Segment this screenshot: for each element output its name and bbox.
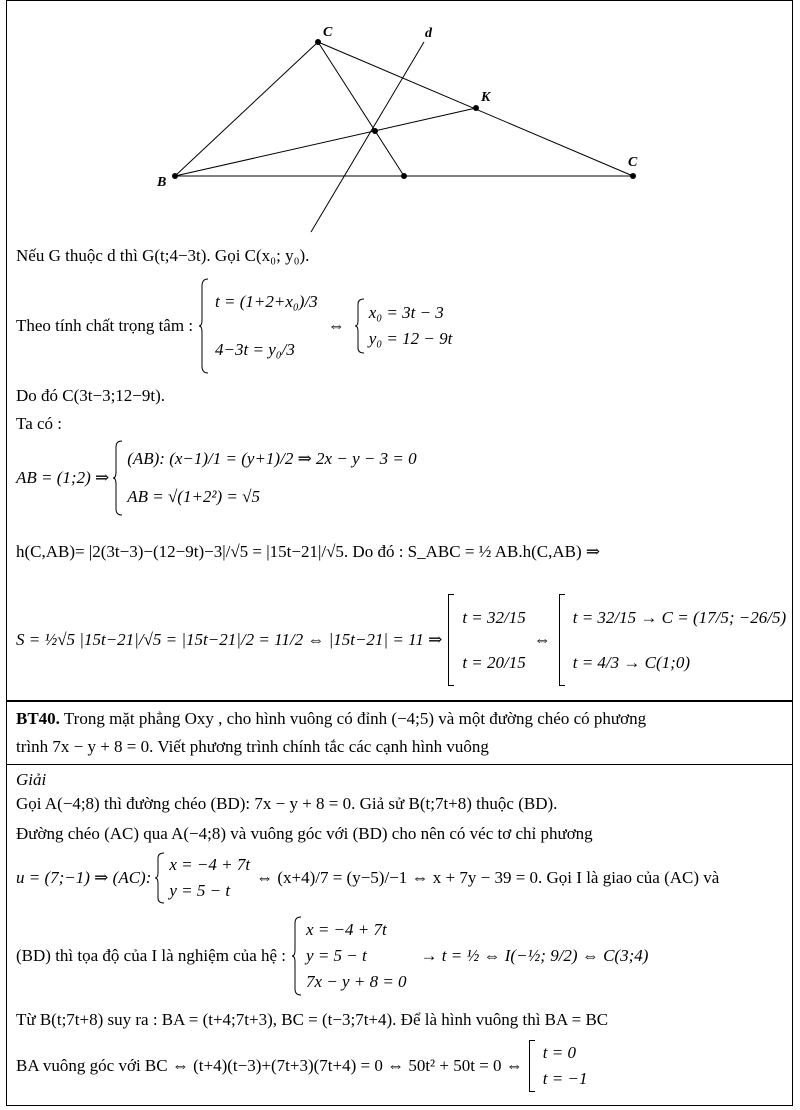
sol39-line1: Nếu G thuộc d thì G(t;4−3t). Gọi C(x₀; y₀). bbox=[16, 246, 310, 265]
sol40-line2: Đường chéo (AC) qua A(−4;8) và vuông góc với (BD) cho nên có véc tơ chỉ phương bbox=[16, 824, 593, 843]
sol40-line1: Gọi A(−4;8) thì đường chéo (BD): 7x − y + 8 = 0. Giả sử B(t;7t+8) thuộc (BD). bbox=[16, 794, 558, 813]
bt40-text1: Trong mặt phẳng Oxy , cho hình vuông có đỉnh (−4;5) và một đường chéo có phương bbox=[59, 709, 647, 728]
divider bbox=[6, 764, 793, 765]
triangle-figure bbox=[150, 18, 670, 238]
sol40-ac-left: u = (7;−1) ⇒ (AC): bbox=[16, 868, 152, 887]
label-b: B bbox=[157, 175, 167, 190]
sol39-ab-len: AB = √(1+2²) = √5 bbox=[127, 487, 260, 506]
sol39-sys1-b: 4−3t = y₀/3 bbox=[215, 340, 295, 359]
sol39-sys2-b: y₀ = 12 − 9t bbox=[368, 329, 453, 348]
sol40-ac-a: x = −4 + 7t bbox=[169, 855, 251, 874]
divider bbox=[6, 700, 793, 702]
sol39-area-row: S = ½√5 |15t−21|/√5 = |15t−21|/2 = 11/2 ⇔ |15t−21| = 11 ⇒ t = 32/15 t = 20/15 ⇔ t = 32/15 → C = (17/5; −26/5) t = 4/3 → C(1;0) bbox=[16, 594, 786, 686]
sol40-perp-row bbox=[16, 1040, 587, 1092]
label-d: d bbox=[425, 26, 432, 41]
brace-icon bbox=[155, 852, 165, 904]
sol39-centroid-row: Theo tính chất trọng tâm : t = (1+2+x₀)/3 4−3t = y₀/3 ⇔ x₀ = 3t − 3 y₀ = 12 − 9t bbox=[16, 278, 452, 374]
bracket-icon bbox=[559, 594, 565, 686]
bracket-icon bbox=[448, 594, 454, 686]
sol40-ac-row bbox=[16, 852, 719, 904]
sol39-ab-eq: (AB): (x−1)/1 = (y+1)/2 ⇒ 2x − y − 3 = 0 bbox=[127, 449, 417, 468]
sol39-line3: Do đó C(3t−3;12−9t). bbox=[16, 386, 166, 405]
label-k: K bbox=[481, 90, 491, 105]
sol39-result2: t = 4/3 → C(1;0) bbox=[572, 653, 690, 672]
bt40-label: BT40. bbox=[16, 709, 60, 728]
brace-icon bbox=[355, 298, 365, 354]
sol39-sys1-a: t = (1+2+x₀)/3 bbox=[215, 292, 318, 311]
bt40-line1 bbox=[16, 707, 646, 731]
point-g bbox=[372, 128, 378, 134]
point-c-top bbox=[315, 39, 321, 45]
label-c-right: C bbox=[628, 155, 638, 170]
sol39-centroid-prefix: Theo tính chất trọng tâm : bbox=[16, 316, 194, 335]
point-mid bbox=[401, 173, 407, 179]
sol40-i-left: (BD) thì tọa độ của I là nghiệm của hệ : bbox=[16, 946, 287, 965]
sol40-giai: Giải bbox=[16, 770, 47, 789]
bracket-icon bbox=[529, 1040, 535, 1092]
sol39-line4: Ta có : bbox=[16, 414, 63, 433]
sol40-i-c: 7x − y + 8 = 0 bbox=[306, 972, 407, 991]
brace-icon bbox=[199, 278, 209, 374]
sol39-area-eq: S = ½√5 |15t−21|/√5 = |15t−21|/2 = 11/2 ⇔ |15t−21| = 11 ⇒ bbox=[16, 630, 443, 649]
sol40-perp-eq: BA vuông góc với BC ⇔ (t+4)(t−3)+(7t+3)(7t+4) = 0 ⇔ 50t² + 50t = 0 ⇔ bbox=[16, 1056, 523, 1075]
sol39-result1: t = 32/15 → C = (17/5; −26/5) bbox=[572, 608, 787, 627]
sol39-case1: t = 32/15 bbox=[462, 608, 526, 627]
sol40-i-b: y = 5 − t bbox=[306, 946, 367, 965]
point-k bbox=[473, 105, 479, 111]
sol40-i-row bbox=[16, 916, 648, 996]
sol40-root1: t = 0 bbox=[542, 1043, 576, 1062]
brace-icon bbox=[292, 916, 302, 996]
sol40-line5: Từ B(t;7t+8) suy ra : BA = (t+4;7t+3), BC = (t−3;7t+4). Để là hình vuông thì BA = BC bbox=[16, 1010, 609, 1029]
point-b bbox=[172, 173, 178, 179]
point-c-right bbox=[630, 173, 636, 179]
sol40-ac-b: y = 5 − t bbox=[169, 881, 231, 900]
bt40-line2: trình 7x − y + 8 = 0. Viết phương trình chính tắc các cạnh hình vuông bbox=[16, 737, 489, 756]
sol39-sys2-a: x₀ = 3t − 3 bbox=[368, 303, 444, 322]
sol40-i-a: x = −4 + 7t bbox=[306, 920, 387, 939]
sol39-ab-left: AB = (1;2) ⇒ bbox=[16, 468, 110, 487]
brace-icon bbox=[113, 440, 123, 516]
sol39-ab-row bbox=[16, 440, 417, 516]
label-c-top: C bbox=[323, 25, 333, 40]
sol40-ac-right: ⇔ (x+4)/7 = (y−5)/−1 ⇔ x + 7y − 39 = 0. Gọi I là giao của (AC) và bbox=[256, 868, 720, 887]
sol40-root2: t = −1 bbox=[542, 1069, 588, 1088]
sol39-case2: t = 20/15 bbox=[462, 653, 526, 672]
sol39-line6: h(C,AB)= |2(3t−3)−(12−9t)−3|/√5 = |15t−21|/√5. Do đó : S_ABC = ½ AB.h(C,AB) ⇒ bbox=[16, 542, 601, 561]
sol40-i-right: → t = ½ ⇔ I(−½; 9/2) ⇔ C(3;4) bbox=[420, 946, 649, 965]
